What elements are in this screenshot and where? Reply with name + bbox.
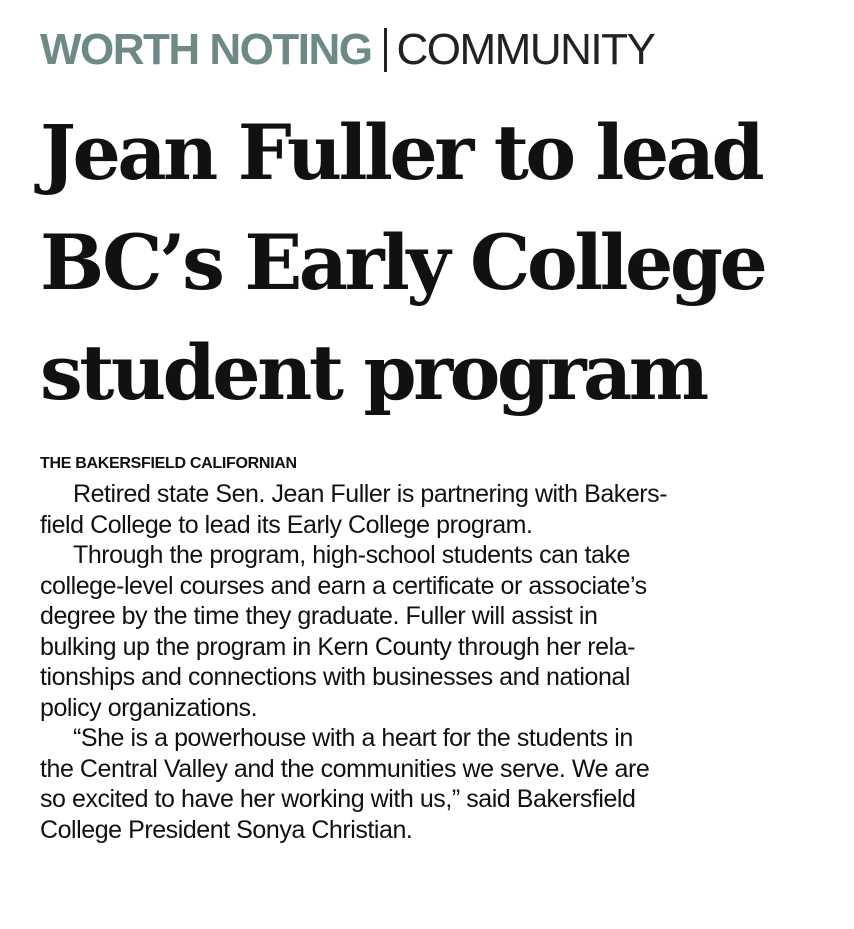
- news-article: [40, 22, 830, 845]
- article-body: [40, 479, 830, 845]
- body-line: field College to lead its Early College program.: [40, 510, 533, 539]
- body-line: tionships and connections with businesses and national: [40, 663, 630, 691]
- byline: THE BAKERSFIELD CALIFORNIAN: [40, 455, 297, 472]
- body-line: College President Sonya Christian.: [40, 815, 413, 844]
- body-line: “She is a powerhouse with a heart for the students in: [73, 724, 633, 752]
- body-line: Through the program, high-school students can take: [73, 541, 631, 569]
- headline-line: BC’s Early College: [40, 218, 765, 307]
- section-kicker: [40, 22, 830, 78]
- body-line: bulking up the program in Kern County through her rela-: [40, 632, 636, 661]
- headline: [40, 98, 830, 428]
- headline-line: Jean Fuller to lead: [40, 108, 762, 197]
- body-line: degree by the time they graduate. Fuller will assist in: [40, 602, 598, 630]
- kicker-divider: [384, 28, 387, 72]
- headline-line: student program: [40, 328, 706, 417]
- body-line: the Central Valley and the communities we serve. We are: [40, 754, 650, 783]
- body-line: policy organizations.: [40, 693, 258, 722]
- body-line: so excited to have her working with us,” said Bakersfield: [40, 785, 636, 813]
- kicker-label: WORTH NOTING: [40, 25, 372, 74]
- body-line: Retired state Sen. Jean Fuller is partnering with Bakers-: [73, 480, 668, 508]
- body-line: college-level courses and earn a certificate or associate’s: [40, 571, 647, 600]
- kicker-section: COMMUNITY: [396, 25, 655, 74]
